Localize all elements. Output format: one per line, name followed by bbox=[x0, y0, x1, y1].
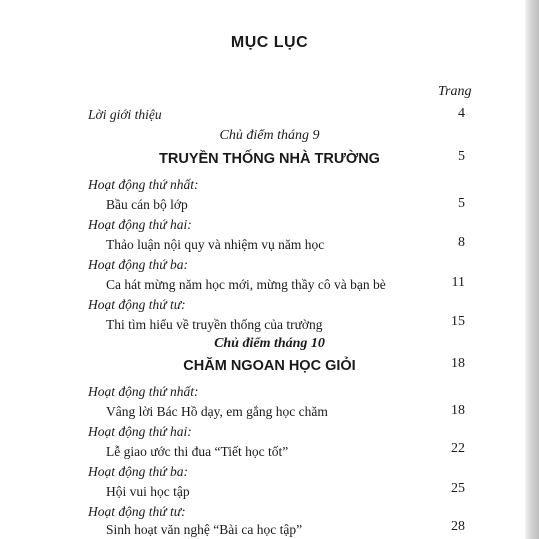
activity-label: Hoạt động thứ tư: bbox=[88, 297, 186, 312]
toc-page-number: 22 bbox=[451, 441, 465, 456]
toc-page-number: 15 bbox=[451, 314, 465, 329]
toc-page-number: 5 bbox=[458, 149, 465, 164]
toc-entry: Thảo luận nội quy và nhiệm vụ năm học bbox=[106, 237, 325, 252]
page-edge-shadow bbox=[525, 0, 539, 539]
toc-page-number: 8 bbox=[458, 235, 465, 250]
toc-page-number: 11 bbox=[451, 275, 465, 290]
toc-entry: Sinh hoạt văn nghệ “Bài ca học tập” bbox=[106, 522, 303, 537]
activity-label: Hoạt động thứ hai: bbox=[88, 217, 192, 232]
section-title: CHĂM NGOAN HỌC GIỎI bbox=[183, 358, 356, 374]
toc-page-number: 5 bbox=[458, 196, 465, 211]
activity-label: Hoạt động thứ nhất: bbox=[88, 384, 199, 399]
section-title: TRUYỀN THỐNG NHÀ TRƯỜNG bbox=[159, 151, 380, 167]
toc-page-number: 28 bbox=[451, 519, 465, 534]
theme-heading: Chủ điểm tháng 9 bbox=[219, 128, 320, 143]
toc-entry: Thi tìm hiểu về truyền thống của trường bbox=[106, 317, 323, 332]
toc-page-number: 18 bbox=[451, 356, 465, 371]
activity-label: Hoạt động thứ hai: bbox=[88, 424, 192, 439]
activity-label: Hoạt động thứ ba: bbox=[88, 464, 188, 479]
toc-entry: Hội vui học tập bbox=[106, 484, 190, 499]
toc-page-number: 18 bbox=[451, 403, 465, 418]
activity-label: Hoạt động thứ ba: bbox=[88, 257, 188, 272]
toc-page-number: 25 bbox=[451, 481, 465, 496]
theme-heading: Chủ điểm tháng 10 bbox=[214, 336, 325, 351]
toc-entry: Vâng lời Bác Hồ dạy, em gắng học chăm bbox=[106, 404, 328, 419]
page-column-header: Trang bbox=[438, 84, 472, 99]
toc-title: MỤC LỤC bbox=[230, 34, 309, 51]
toc-entry: Ca hát mừng năm học mới, mừng thầy cô và bạn bè bbox=[106, 277, 386, 292]
activity-label: Hoạt động thứ tư: bbox=[88, 504, 186, 519]
activity-label: Hoạt động thứ nhất: bbox=[88, 177, 199, 192]
toc-entry: Lễ giao ước thi đua “Tiết học tốt” bbox=[106, 444, 289, 459]
toc-page-number: 4 bbox=[458, 106, 465, 121]
toc-entry-intro: Lời giới thiệu bbox=[88, 107, 162, 122]
toc-entry: Bầu cán bộ lớp bbox=[106, 197, 188, 212]
